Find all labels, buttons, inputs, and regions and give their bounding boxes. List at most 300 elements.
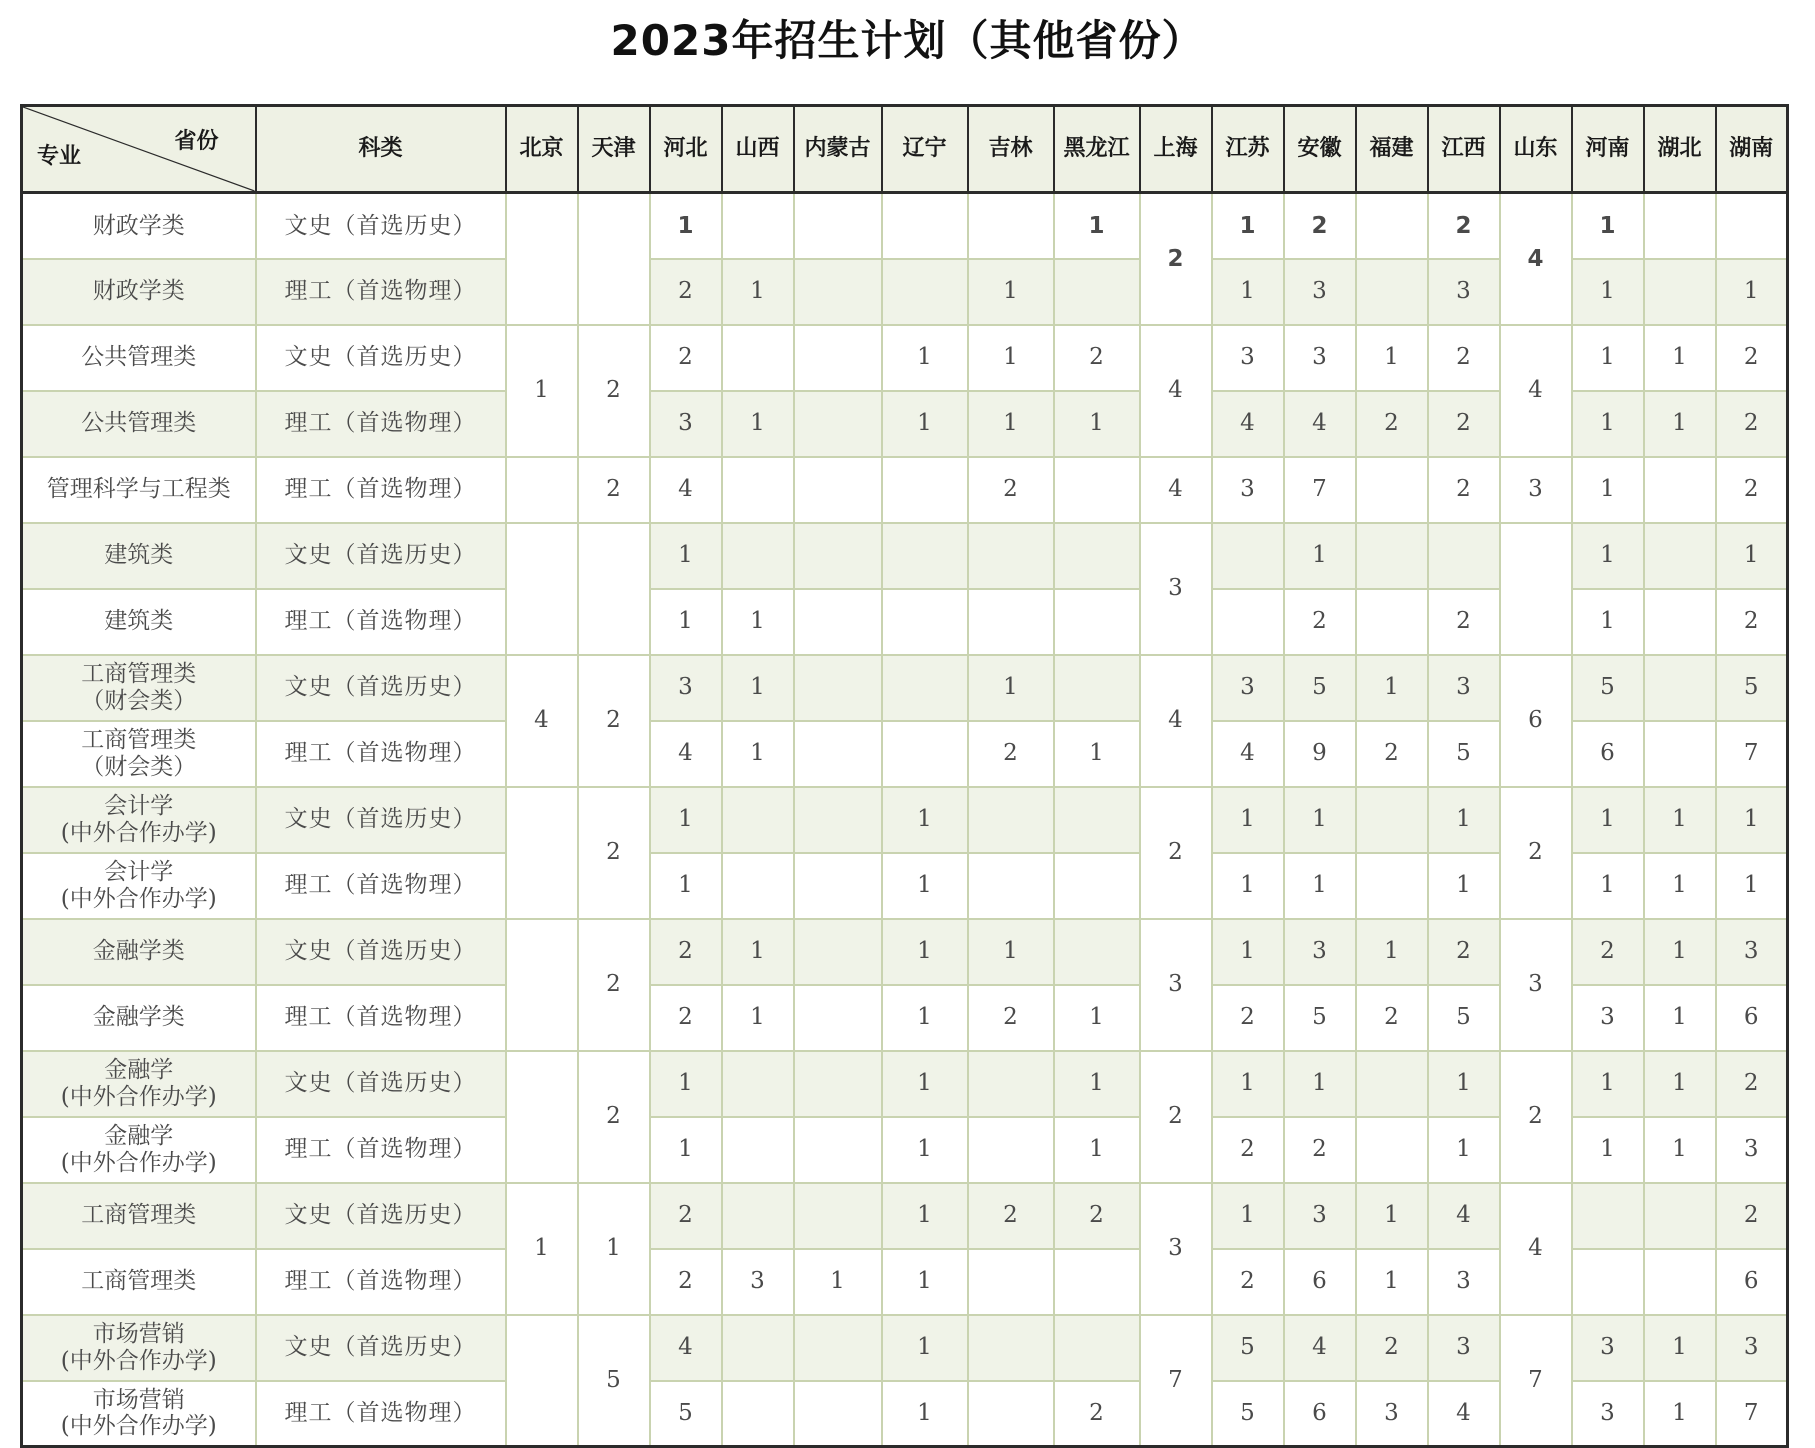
quota-cell — [722, 193, 794, 259]
quota-cell: 5 — [1716, 655, 1788, 721]
quota-cell — [506, 787, 578, 919]
enrollment-plan-table — [20, 104, 1789, 1448]
quota-cell — [1356, 589, 1428, 655]
quota-cell: 1 — [1356, 1249, 1428, 1315]
quota-cell: 2 — [968, 721, 1054, 787]
quota-cell: 2 — [1428, 193, 1500, 259]
quota-cell — [882, 655, 968, 721]
quota-cell: 1 — [1644, 985, 1716, 1051]
quota-cell: 2 — [578, 457, 650, 523]
quota-cell: 1 — [1428, 787, 1500, 853]
quota-cell: 3 — [1140, 1183, 1212, 1315]
quota-cell: 1 — [882, 1051, 968, 1117]
quota-cell: 1 — [722, 391, 794, 457]
quota-cell: 2 — [968, 1183, 1054, 1249]
major-cell: 工商管理类 — [22, 1183, 256, 1249]
quota-cell: 5 — [1284, 655, 1356, 721]
quota-cell — [1212, 523, 1284, 589]
quota-cell: 3 — [1716, 1117, 1788, 1183]
subject-cell: 理工（首选物理） — [256, 259, 506, 325]
quota-cell: 5 — [1284, 985, 1356, 1051]
table-row — [22, 655, 1788, 721]
quota-cell: 2 — [1212, 985, 1284, 1051]
quota-cell: 3 — [1572, 1381, 1644, 1447]
subject-cell: 理工（首选物理） — [256, 1117, 506, 1183]
quota-cell: 3 — [1140, 523, 1212, 655]
quota-cell: 3 — [1284, 259, 1356, 325]
quota-cell — [1054, 589, 1140, 655]
quota-cell: 1 — [1716, 259, 1788, 325]
quota-cell — [722, 853, 794, 919]
quota-cell: 3 — [1428, 1249, 1500, 1315]
quota-cell: 7 — [1716, 721, 1788, 787]
quota-cell — [506, 1315, 578, 1447]
quota-cell — [1644, 1249, 1716, 1315]
quota-cell: 1 — [1054, 193, 1140, 259]
quota-cell — [794, 985, 882, 1051]
quota-cell: 1 — [1428, 1117, 1500, 1183]
quota-cell: 1 — [722, 259, 794, 325]
subject-cell: 文史（首选历史） — [256, 523, 506, 589]
quota-cell — [506, 193, 578, 325]
quota-cell: 1 — [650, 589, 722, 655]
header-province: 江苏 — [1212, 106, 1284, 193]
quota-cell: 1 — [1054, 1051, 1140, 1117]
subject-cell: 理工（首选物理） — [256, 391, 506, 457]
quota-cell: 2 — [1054, 325, 1140, 391]
quota-cell: 3 — [1212, 655, 1284, 721]
quota-cell: 1 — [1054, 985, 1140, 1051]
quota-cell — [794, 1183, 882, 1249]
quota-cell — [794, 589, 882, 655]
header-province: 黑龙江 — [1054, 106, 1140, 193]
table-row — [22, 787, 1788, 853]
quota-cell: 1 — [1644, 1315, 1716, 1381]
quota-cell — [1054, 457, 1140, 523]
major-cell: 财政学类 — [22, 193, 256, 259]
quota-cell: 1 — [882, 391, 968, 457]
quota-cell: 1 — [1212, 193, 1284, 259]
quota-cell: 1 — [1572, 391, 1644, 457]
quota-cell: 3 — [1284, 1183, 1356, 1249]
quota-cell: 2 — [1212, 1249, 1284, 1315]
quota-cell: 1 — [1644, 919, 1716, 985]
quota-cell: 4 — [1212, 391, 1284, 457]
quota-cell: 1 — [1572, 457, 1644, 523]
quota-cell: 1 — [1572, 523, 1644, 589]
subject-cell: 文史（首选历史） — [256, 193, 506, 259]
quota-cell — [794, 259, 882, 325]
quota-cell: 2 — [1284, 589, 1356, 655]
quota-cell — [794, 391, 882, 457]
header-province: 安徽 — [1284, 106, 1356, 193]
quota-cell: 1 — [1572, 259, 1644, 325]
major-cell: 工商管理类 （财会类） — [22, 655, 256, 721]
quota-cell — [968, 193, 1054, 259]
corner-label-major: 专业 — [37, 143, 82, 169]
quota-cell: 6 — [1284, 1381, 1356, 1447]
quota-cell: 2 — [1716, 391, 1788, 457]
quota-cell: 1 — [1212, 1183, 1284, 1249]
major-cell: 公共管理类 — [22, 325, 256, 391]
subject-cell: 理工（首选物理） — [256, 721, 506, 787]
quota-cell: 1 — [882, 787, 968, 853]
quota-cell: 1 — [1284, 853, 1356, 919]
quota-cell — [794, 457, 882, 523]
quota-cell — [1356, 193, 1428, 259]
quota-cell — [1054, 259, 1140, 325]
quota-cell: 2 — [1428, 391, 1500, 457]
quota-cell: 1 — [1572, 853, 1644, 919]
quota-cell: 2 — [1428, 589, 1500, 655]
quota-cell — [968, 787, 1054, 853]
table-row — [22, 193, 1788, 259]
quota-cell: 3 — [1212, 325, 1284, 391]
quota-cell: 5 — [578, 1315, 650, 1447]
quota-cell: 2 — [650, 259, 722, 325]
quota-cell — [1572, 1183, 1644, 1249]
quota-cell: 2 — [1716, 1183, 1788, 1249]
quota-cell — [1644, 721, 1716, 787]
quota-cell: 2 — [1140, 787, 1212, 919]
quota-cell: 1 — [650, 193, 722, 259]
quota-cell: 5 — [1212, 1315, 1284, 1381]
quota-cell: 1 — [650, 1117, 722, 1183]
quota-cell: 1 — [1644, 391, 1716, 457]
header-province: 吉林 — [968, 106, 1054, 193]
quota-cell: 1 — [1284, 787, 1356, 853]
quota-cell: 1 — [722, 919, 794, 985]
quota-cell: 1 — [968, 259, 1054, 325]
subject-cell: 文史（首选历史） — [256, 919, 506, 985]
quota-cell: 2 — [650, 985, 722, 1051]
quota-cell — [1644, 655, 1716, 721]
quota-cell: 2 — [1284, 1117, 1356, 1183]
quota-cell: 2 — [1428, 919, 1500, 985]
quota-cell: 2 — [578, 787, 650, 919]
quota-cell: 1 — [882, 1249, 968, 1315]
quota-cell: 1 — [1356, 1183, 1428, 1249]
quota-cell — [882, 589, 968, 655]
quota-cell — [882, 259, 968, 325]
subject-cell: 理工（首选物理） — [256, 457, 506, 523]
quota-cell: 2 — [1500, 1051, 1572, 1183]
quota-cell: 2 — [1356, 391, 1428, 457]
quota-cell — [722, 1381, 794, 1447]
header-province: 河南 — [1572, 106, 1644, 193]
quota-cell: 4 — [506, 655, 578, 787]
subject-cell: 文史（首选历史） — [256, 325, 506, 391]
quota-cell: 2 — [1140, 193, 1212, 325]
quota-cell: 2 — [1054, 1381, 1140, 1447]
quota-cell: 9 — [1284, 721, 1356, 787]
quota-cell — [722, 1117, 794, 1183]
quota-cell — [1356, 853, 1428, 919]
quota-cell — [1356, 457, 1428, 523]
quota-cell: 6 — [1716, 1249, 1788, 1315]
header-province: 湖南 — [1716, 106, 1788, 193]
quota-cell: 7 — [1716, 1381, 1788, 1447]
quota-cell: 2 — [968, 457, 1054, 523]
quota-cell: 5 — [1212, 1381, 1284, 1447]
quota-cell — [506, 1051, 578, 1183]
quota-cell — [722, 1315, 794, 1381]
quota-cell: 2 — [650, 919, 722, 985]
header-province: 山西 — [722, 106, 794, 193]
quota-cell: 1 — [650, 523, 722, 589]
quota-cell: 1 — [1572, 325, 1644, 391]
quota-cell: 7 — [1284, 457, 1356, 523]
quota-cell — [1716, 193, 1788, 259]
major-cell: 工商管理类 （财会类） — [22, 721, 256, 787]
quota-cell — [578, 193, 650, 325]
quota-cell — [506, 523, 578, 655]
quota-cell — [1644, 523, 1716, 589]
quota-cell: 1 — [1428, 853, 1500, 919]
quota-cell: 2 — [1716, 457, 1788, 523]
quota-cell: 4 — [1140, 325, 1212, 457]
quota-cell — [1644, 259, 1716, 325]
quota-cell — [506, 457, 578, 523]
quota-cell — [722, 457, 794, 523]
header-province: 江西 — [1428, 106, 1500, 193]
quota-cell — [722, 1183, 794, 1249]
quota-cell: 1 — [578, 1183, 650, 1315]
quota-cell: 3 — [1572, 1315, 1644, 1381]
quota-cell: 3 — [1212, 457, 1284, 523]
quota-cell: 1 — [1284, 1051, 1356, 1117]
quota-cell: 4 — [1140, 457, 1212, 523]
quota-cell — [882, 193, 968, 259]
table-row — [22, 523, 1788, 589]
quota-cell: 6 — [1284, 1249, 1356, 1315]
quota-cell: 2 — [578, 325, 650, 457]
quota-cell: 3 — [1716, 1315, 1788, 1381]
quota-cell — [1212, 589, 1284, 655]
quota-cell: 2 — [578, 1051, 650, 1183]
major-cell: 金融学 (中外合作办学) — [22, 1117, 256, 1183]
quota-cell — [1054, 919, 1140, 985]
quota-cell — [1356, 1051, 1428, 1117]
quota-cell: 2 — [1054, 1183, 1140, 1249]
quota-cell — [794, 721, 882, 787]
quota-cell: 1 — [1054, 721, 1140, 787]
subject-cell: 文史（首选历史） — [256, 787, 506, 853]
quota-cell: 4 — [1500, 325, 1572, 457]
quota-cell: 3 — [1284, 325, 1356, 391]
quota-cell: 1 — [1284, 523, 1356, 589]
quota-cell — [968, 1051, 1054, 1117]
quota-cell — [1054, 523, 1140, 589]
quota-cell — [794, 325, 882, 391]
quota-cell: 1 — [1644, 325, 1716, 391]
quota-cell: 4 — [650, 721, 722, 787]
quota-cell: 1 — [1212, 919, 1284, 985]
quota-cell: 1 — [650, 1051, 722, 1117]
quota-cell — [968, 1315, 1054, 1381]
quota-cell: 7 — [1140, 1315, 1212, 1447]
quota-cell: 4 — [1284, 391, 1356, 457]
quota-cell: 6 — [1500, 655, 1572, 787]
quota-cell: 1 — [722, 985, 794, 1051]
quota-cell: 4 — [650, 457, 722, 523]
quota-cell: 5 — [650, 1381, 722, 1447]
quota-cell — [722, 787, 794, 853]
quota-cell: 1 — [1716, 787, 1788, 853]
quota-cell — [506, 919, 578, 1051]
quota-cell: 4 — [1140, 655, 1212, 787]
quota-cell — [578, 523, 650, 655]
subject-cell: 文史（首选历史） — [256, 655, 506, 721]
quota-cell: 2 — [650, 1249, 722, 1315]
quota-cell: 1 — [1572, 787, 1644, 853]
quota-cell: 3 — [1500, 457, 1572, 523]
quota-cell: 1 — [1644, 1381, 1716, 1447]
quota-cell — [1054, 655, 1140, 721]
quota-cell: 2 — [1716, 1051, 1788, 1117]
quota-cell: 1 — [1212, 853, 1284, 919]
quota-cell: 1 — [1212, 787, 1284, 853]
quota-cell: 1 — [1716, 523, 1788, 589]
subject-cell: 理工（首选物理） — [256, 1381, 506, 1447]
major-cell: 会计学 (中外合作办学) — [22, 853, 256, 919]
quota-cell — [1428, 523, 1500, 589]
quota-cell — [1356, 259, 1428, 325]
quota-cell: 1 — [1054, 1117, 1140, 1183]
quota-cell — [794, 853, 882, 919]
quota-cell — [968, 523, 1054, 589]
table-row — [22, 1051, 1788, 1117]
quota-cell: 2 — [1140, 1051, 1212, 1183]
quota-cell: 2 — [1572, 919, 1644, 985]
major-cell: 建筑类 — [22, 589, 256, 655]
quota-cell: 1 — [1212, 1051, 1284, 1117]
quota-cell: 1 — [882, 1183, 968, 1249]
quota-cell: 1 — [882, 1117, 968, 1183]
quota-cell — [794, 1117, 882, 1183]
header-province: 上海 — [1140, 106, 1212, 193]
quota-cell: 1 — [1644, 853, 1716, 919]
quota-cell — [794, 193, 882, 259]
quota-cell — [1500, 523, 1572, 655]
quota-cell: 2 — [968, 985, 1054, 1051]
subject-cell: 文史（首选历史） — [256, 1183, 506, 1249]
quota-cell — [882, 457, 968, 523]
quota-cell: 3 — [1716, 919, 1788, 985]
header-province: 湖北 — [1644, 106, 1716, 193]
header-province: 内蒙古 — [794, 106, 882, 193]
quota-cell: 2 — [1716, 325, 1788, 391]
subject-cell: 理工（首选物理） — [256, 853, 506, 919]
quota-cell: 2 — [1356, 1315, 1428, 1381]
page-title: 2023年招生计划（其他省份） — [610, 16, 1205, 65]
quota-cell — [882, 523, 968, 589]
quota-cell: 1 — [1572, 1117, 1644, 1183]
quota-cell: 3 — [1428, 1315, 1500, 1381]
quota-cell: 1 — [1644, 1051, 1716, 1117]
quota-cell: 1 — [1572, 589, 1644, 655]
quota-cell: 4 — [650, 1315, 722, 1381]
quota-cell: 1 — [1356, 919, 1428, 985]
quota-cell — [794, 523, 882, 589]
quota-cell: 3 — [1428, 259, 1500, 325]
quota-cell: 1 — [968, 391, 1054, 457]
quota-cell — [1054, 787, 1140, 853]
header-province: 河北 — [650, 106, 722, 193]
major-cell: 会计学 (中外合作办学) — [22, 787, 256, 853]
quota-cell: 3 — [1356, 1381, 1428, 1447]
quota-cell: 3 — [650, 391, 722, 457]
header-province: 辽宁 — [882, 106, 968, 193]
quota-cell: 2 — [1212, 1117, 1284, 1183]
quota-cell — [968, 589, 1054, 655]
quota-cell: 3 — [1572, 985, 1644, 1051]
quota-cell — [968, 853, 1054, 919]
quota-cell — [1356, 523, 1428, 589]
subject-cell: 文史（首选历史） — [256, 1315, 506, 1381]
quota-cell: 1 — [882, 1315, 968, 1381]
quota-cell — [1356, 1117, 1428, 1183]
table-row — [22, 1183, 1788, 1249]
quota-cell: 2 — [1500, 787, 1572, 919]
quota-cell — [1356, 787, 1428, 853]
quota-cell: 1 — [1572, 1051, 1644, 1117]
quota-cell: 2 — [1428, 325, 1500, 391]
quota-cell: 3 — [1428, 655, 1500, 721]
subject-cell: 文史（首选历史） — [256, 1051, 506, 1117]
major-cell: 建筑类 — [22, 523, 256, 589]
major-cell: 金融学类 — [22, 919, 256, 985]
quota-cell: 5 — [1428, 721, 1500, 787]
quota-cell: 1 — [1644, 1117, 1716, 1183]
quota-cell — [794, 655, 882, 721]
quota-cell: 1 — [1212, 259, 1284, 325]
header-province: 天津 — [578, 106, 650, 193]
quota-cell: 4 — [1500, 193, 1572, 325]
header-province: 山东 — [1500, 106, 1572, 193]
quota-cell: 1 — [882, 919, 968, 985]
quota-cell — [794, 919, 882, 985]
quota-cell: 2 — [1356, 985, 1428, 1051]
quota-cell: 2 — [578, 655, 650, 787]
quota-cell: 1 — [722, 721, 794, 787]
table-row — [22, 457, 1788, 523]
quota-cell — [794, 1315, 882, 1381]
quota-cell: 1 — [650, 853, 722, 919]
quota-cell: 3 — [722, 1249, 794, 1315]
major-cell: 管理科学与工程类 — [22, 457, 256, 523]
quota-cell — [1054, 853, 1140, 919]
quota-cell: 1 — [968, 325, 1054, 391]
quota-cell: 1 — [1428, 1051, 1500, 1117]
major-cell: 财政学类 — [22, 259, 256, 325]
quota-cell — [882, 721, 968, 787]
quota-cell: 1 — [1054, 391, 1140, 457]
quota-cell: 2 — [650, 1183, 722, 1249]
table-row — [22, 325, 1788, 391]
quota-cell — [968, 1381, 1054, 1447]
quota-cell — [1054, 1249, 1140, 1315]
quota-cell: 7 — [1500, 1315, 1572, 1447]
quota-cell: 6 — [1572, 721, 1644, 787]
quota-cell: 2 — [650, 325, 722, 391]
quota-cell — [722, 325, 794, 391]
quota-cell — [794, 787, 882, 853]
quota-cell: 1 — [1356, 325, 1428, 391]
corner-header-cell — [22, 106, 256, 193]
quota-cell: 1 — [506, 325, 578, 457]
quota-cell — [794, 1051, 882, 1117]
